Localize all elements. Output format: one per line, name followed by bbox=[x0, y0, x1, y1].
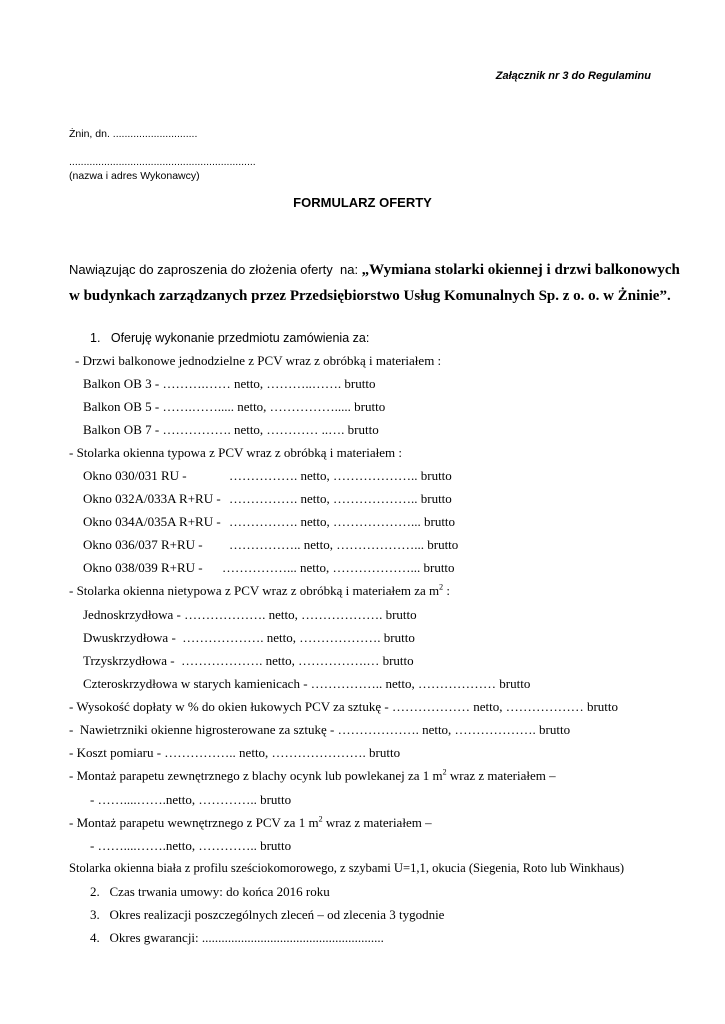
nonstandard-double: Dwuskrzydłowa - ………………. netto, ………………. brutto bbox=[83, 630, 415, 645]
exterior-sill bbox=[69, 768, 556, 784]
annex-label: Załącznik nr 3 do Regulaminu bbox=[495, 70, 651, 82]
nonstandard-header-tail: : bbox=[443, 583, 451, 598]
window-032-name: Okno 032A/033A R+RU - bbox=[83, 491, 221, 506]
page-title: FORMULARZ OFERTY bbox=[293, 195, 432, 210]
window-header: - Stolarka okienna typowa z PCV wraz z obróbką i materiałem : bbox=[69, 445, 402, 460]
interior-sill bbox=[69, 815, 432, 831]
door-header: - Drzwi balkonowe jednodzielne z PCV wraz z obróbką i materiałem : bbox=[75, 353, 442, 368]
window-036-name: Okno 036/037 R+RU - bbox=[83, 537, 203, 552]
window-038-name: Okno 038/039 R+RU - bbox=[83, 560, 203, 575]
interior-sill-value: - ……....…….netto, ………….. brutto bbox=[90, 838, 292, 853]
door-ob3: Balkon OB 3 - ……….…… netto, ………..……. brutto bbox=[83, 376, 376, 391]
window-034-value: ……………. netto, ………………... brutto bbox=[229, 514, 456, 529]
window-spec: Stolarka okienna biała z profilu sześciokomorowego, z szybami U=1,1, okucia (Siegenia, Roto lub Winkhaus) bbox=[69, 861, 625, 875]
window-036-value: …………….. netto, ………………... brutto bbox=[229, 537, 459, 552]
exterior-sill-sup: 2 bbox=[442, 767, 447, 777]
window-038-value: ……………... netto, ………………... brutto bbox=[222, 560, 455, 575]
interior-sill-tail: wraz z materiałem – bbox=[322, 815, 432, 830]
intro-line-1 bbox=[69, 262, 680, 279]
exterior-sill-text: - Montaż parapetu zewnętrznego z blachy ocynk lub powlekanej za 1 m bbox=[69, 768, 443, 783]
door-ob5: Balkon OB 5 - …….……..... netto, ……………..... brutto bbox=[83, 399, 386, 414]
interior-sill-sup: 2 bbox=[318, 814, 323, 824]
subject-line-1: „Wymiana stolarki okiennej i drzwi balkonowych bbox=[361, 262, 680, 278]
contractor-label: (nazwa i adres Wykonawcy) bbox=[69, 170, 200, 182]
interior-sill-text: - Montaż parapetu wewnętrznego z PCV za 1 m bbox=[69, 815, 319, 830]
arch-surcharge: - Wysokość dopłaty w % do okien łukowych PCV za sztukę - ……………… netto, ……………… brutto bbox=[69, 699, 619, 714]
contractor-name-field: ................................................................ bbox=[69, 156, 256, 168]
nonstandard-header-text: - Stolarka okienna nietypowa z PCV wraz z obróbką i materiałem za m bbox=[69, 583, 440, 598]
intro-line-2 bbox=[69, 288, 671, 305]
item-1: 1. Oferuję wykonanie przedmiotu zamówienia za: bbox=[90, 331, 370, 345]
nonstandard-quad: Czteroskrzydłowa w starych kamienicach - …………….. netto, ……………… brutto bbox=[83, 676, 531, 691]
item-2: 2. Czas trwania umowy: do końca 2016 roku bbox=[90, 884, 330, 899]
subject-line-2: w budynkach zarządzanych przez Przedsiębiorstwo Usług Komunalnych Sp. z o. o. w Żninie”. bbox=[69, 288, 671, 304]
window-vents: - Nawietrzniki okienne higrosterowane za sztukę - ………………. netto, ………………. brutto bbox=[69, 722, 571, 737]
door-ob7: Balkon OB 7 - ……………. netto, ………… ..…. brutto bbox=[83, 422, 379, 437]
window-030-value: ……………. netto, ……………….. brutto bbox=[229, 468, 452, 483]
intro-lead: Nawiązując do zaproszenia do złożenia oferty na: bbox=[69, 262, 362, 277]
window-034-name: Okno 034A/035A R+RU - bbox=[83, 514, 221, 529]
place-date-line: Żnin, dn. ............................. bbox=[69, 128, 198, 140]
measurement-cost: - Koszt pomiaru - …………….. netto, …………………. brutto bbox=[69, 745, 401, 760]
exterior-sill-tail: wraz z materiałem – bbox=[446, 768, 556, 783]
nonstandard-header bbox=[69, 583, 450, 599]
item-4: 4. Okres gwarancji: ........................................................ bbox=[90, 930, 384, 945]
window-032-value: ……………. netto, ……………….. brutto bbox=[229, 491, 452, 506]
window-030-name: Okno 030/031 RU - bbox=[83, 468, 187, 483]
nonstandard-header-sup: 2 bbox=[439, 582, 444, 592]
exterior-sill-value: - ……....…….netto, ………….. brutto bbox=[90, 792, 292, 807]
item-3: 3. Okres realizacji poszczególnych zleceń – od zlecenia 3 tygodnie bbox=[90, 907, 445, 922]
nonstandard-triple: Trzyskrzydłowa - ………………. netto, …………….… brutto bbox=[83, 653, 414, 668]
nonstandard-single: Jednoskrzydłowa - ………………. netto, ………………. brutto bbox=[83, 607, 417, 622]
